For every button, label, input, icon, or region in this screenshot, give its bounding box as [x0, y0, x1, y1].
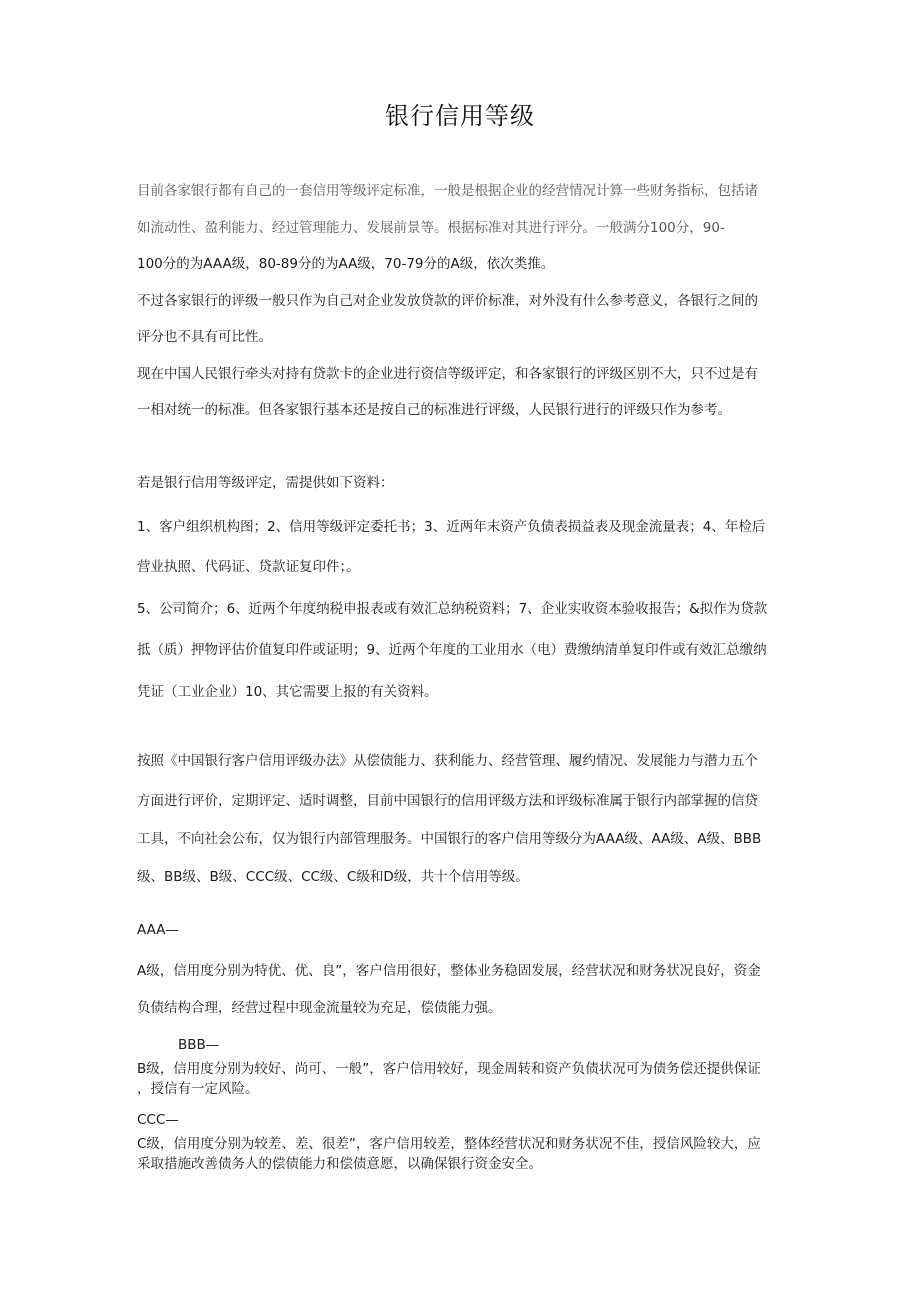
- paragraph-line: B级，信用度分别为较好、尚可、一般”，客户信用较好，现金周转和资产负债状况可为债务偿还提供保证: [137, 1061, 761, 1077]
- paragraph-line: 现在中国人民银行牵头对持有贷款卡的企业进行资信等级评定，和各家银行的评级区别不大，只不过是有: [137, 366, 758, 382]
- paragraph-line: 按照《中国银行客户信用评级办法》从偿债能力、获利能力、经营管理、履约情况、发展能力与潜力五个: [137, 753, 758, 769]
- paragraph-line: 1、客户组织机构图；2、信用等级评定委托书；3、近两年末资产负债表损益表及现金流量表；4、年检后: [137, 519, 766, 535]
- aaa-heading: AAA—: [137, 922, 179, 938]
- paragraph-line: 负债结构合理，经营过程中现金流量较为充足，偿债能力强。: [137, 1000, 502, 1016]
- paragraph-line: 方面进行评价，定期评定、适时调整，目前中国银行的信用评级方法和评级标准属于银行内部掌握的信贷: [137, 793, 758, 809]
- paragraph-line: 评分也不具有可比性。: [137, 329, 272, 345]
- page-title: 银行信用等级: [385, 102, 535, 130]
- paragraph-line: 抵（质）押物评估价值复印件或证明；9、近两个年度的工业用水（电）费缴纳清单复印件或有效汇总缴纳: [137, 642, 767, 658]
- paragraph-line: 若是银行信用等级评定，需提供如下资料：: [137, 475, 394, 491]
- paragraph-line: 一相对统一的标准。但各家银行基本还是按自己的标准进行评级，人民银行进行的评级只作为参考。: [137, 402, 731, 418]
- paragraph-line: C级，信用度分别为较差、差、很差”，客户信用较差，整体经营状况和财务状况不佳，授信风险较大，应: [137, 1136, 761, 1152]
- paragraph-line: 级、BB级、B级、CCC级、CC级、C级和D级，共十个信用等级。: [137, 869, 529, 885]
- paragraph-line: A级，信用度分别为特优、优、良”，客户信用很好，整体业务稳固发展，经营状况和财务状况良好，资金: [137, 963, 761, 979]
- ccc-heading: CCC—: [137, 1112, 179, 1128]
- paragraph-line: 100分的为AAA级，80-89分的为AA级，70-79分的A级，依次类推。: [137, 256, 555, 272]
- paragraph-line: 目前各家银行都有自己的一套信用等级评定标准，一般是根据企业的经营情况计算一些财务指标，包括诸: [137, 183, 758, 199]
- paragraph-line: 5、公司简介；6、近两个年度纳税申报表或有效汇总纳税资料；7、企业实收资本验收报告；&拟作为贷款: [137, 601, 768, 617]
- paragraph-line: ，授信有一定风险。: [137, 1081, 259, 1097]
- bbb-heading: BBB—: [178, 1037, 220, 1053]
- paragraph-line: 营业执照、代码证、贷款证复印件；。: [137, 559, 360, 575]
- paragraph-line: 凭证（工业企业）10、其它需要上报的有关资料。: [137, 684, 438, 700]
- paragraph-line: 不过各家银行的评级一般只作为自己对企业发放贷款的评价标准，对外没有什么参考意义，各银行之间的: [137, 293, 758, 309]
- paragraph-line: 如流动性、盈利能力、经过管理能力、发展前景等。根据标准对其进行评分。一般满分100分，90-: [137, 220, 725, 236]
- paragraph-line: 采取措施改善债务人的偿债能力和偿债意愿，以确保银行资金安全。: [137, 1156, 542, 1172]
- paragraph-line: 工具，不向社会公布，仅为银行内部管理服务。中国银行的客户信用等级分为AAA级、AA级、A级、BBB: [137, 831, 762, 847]
